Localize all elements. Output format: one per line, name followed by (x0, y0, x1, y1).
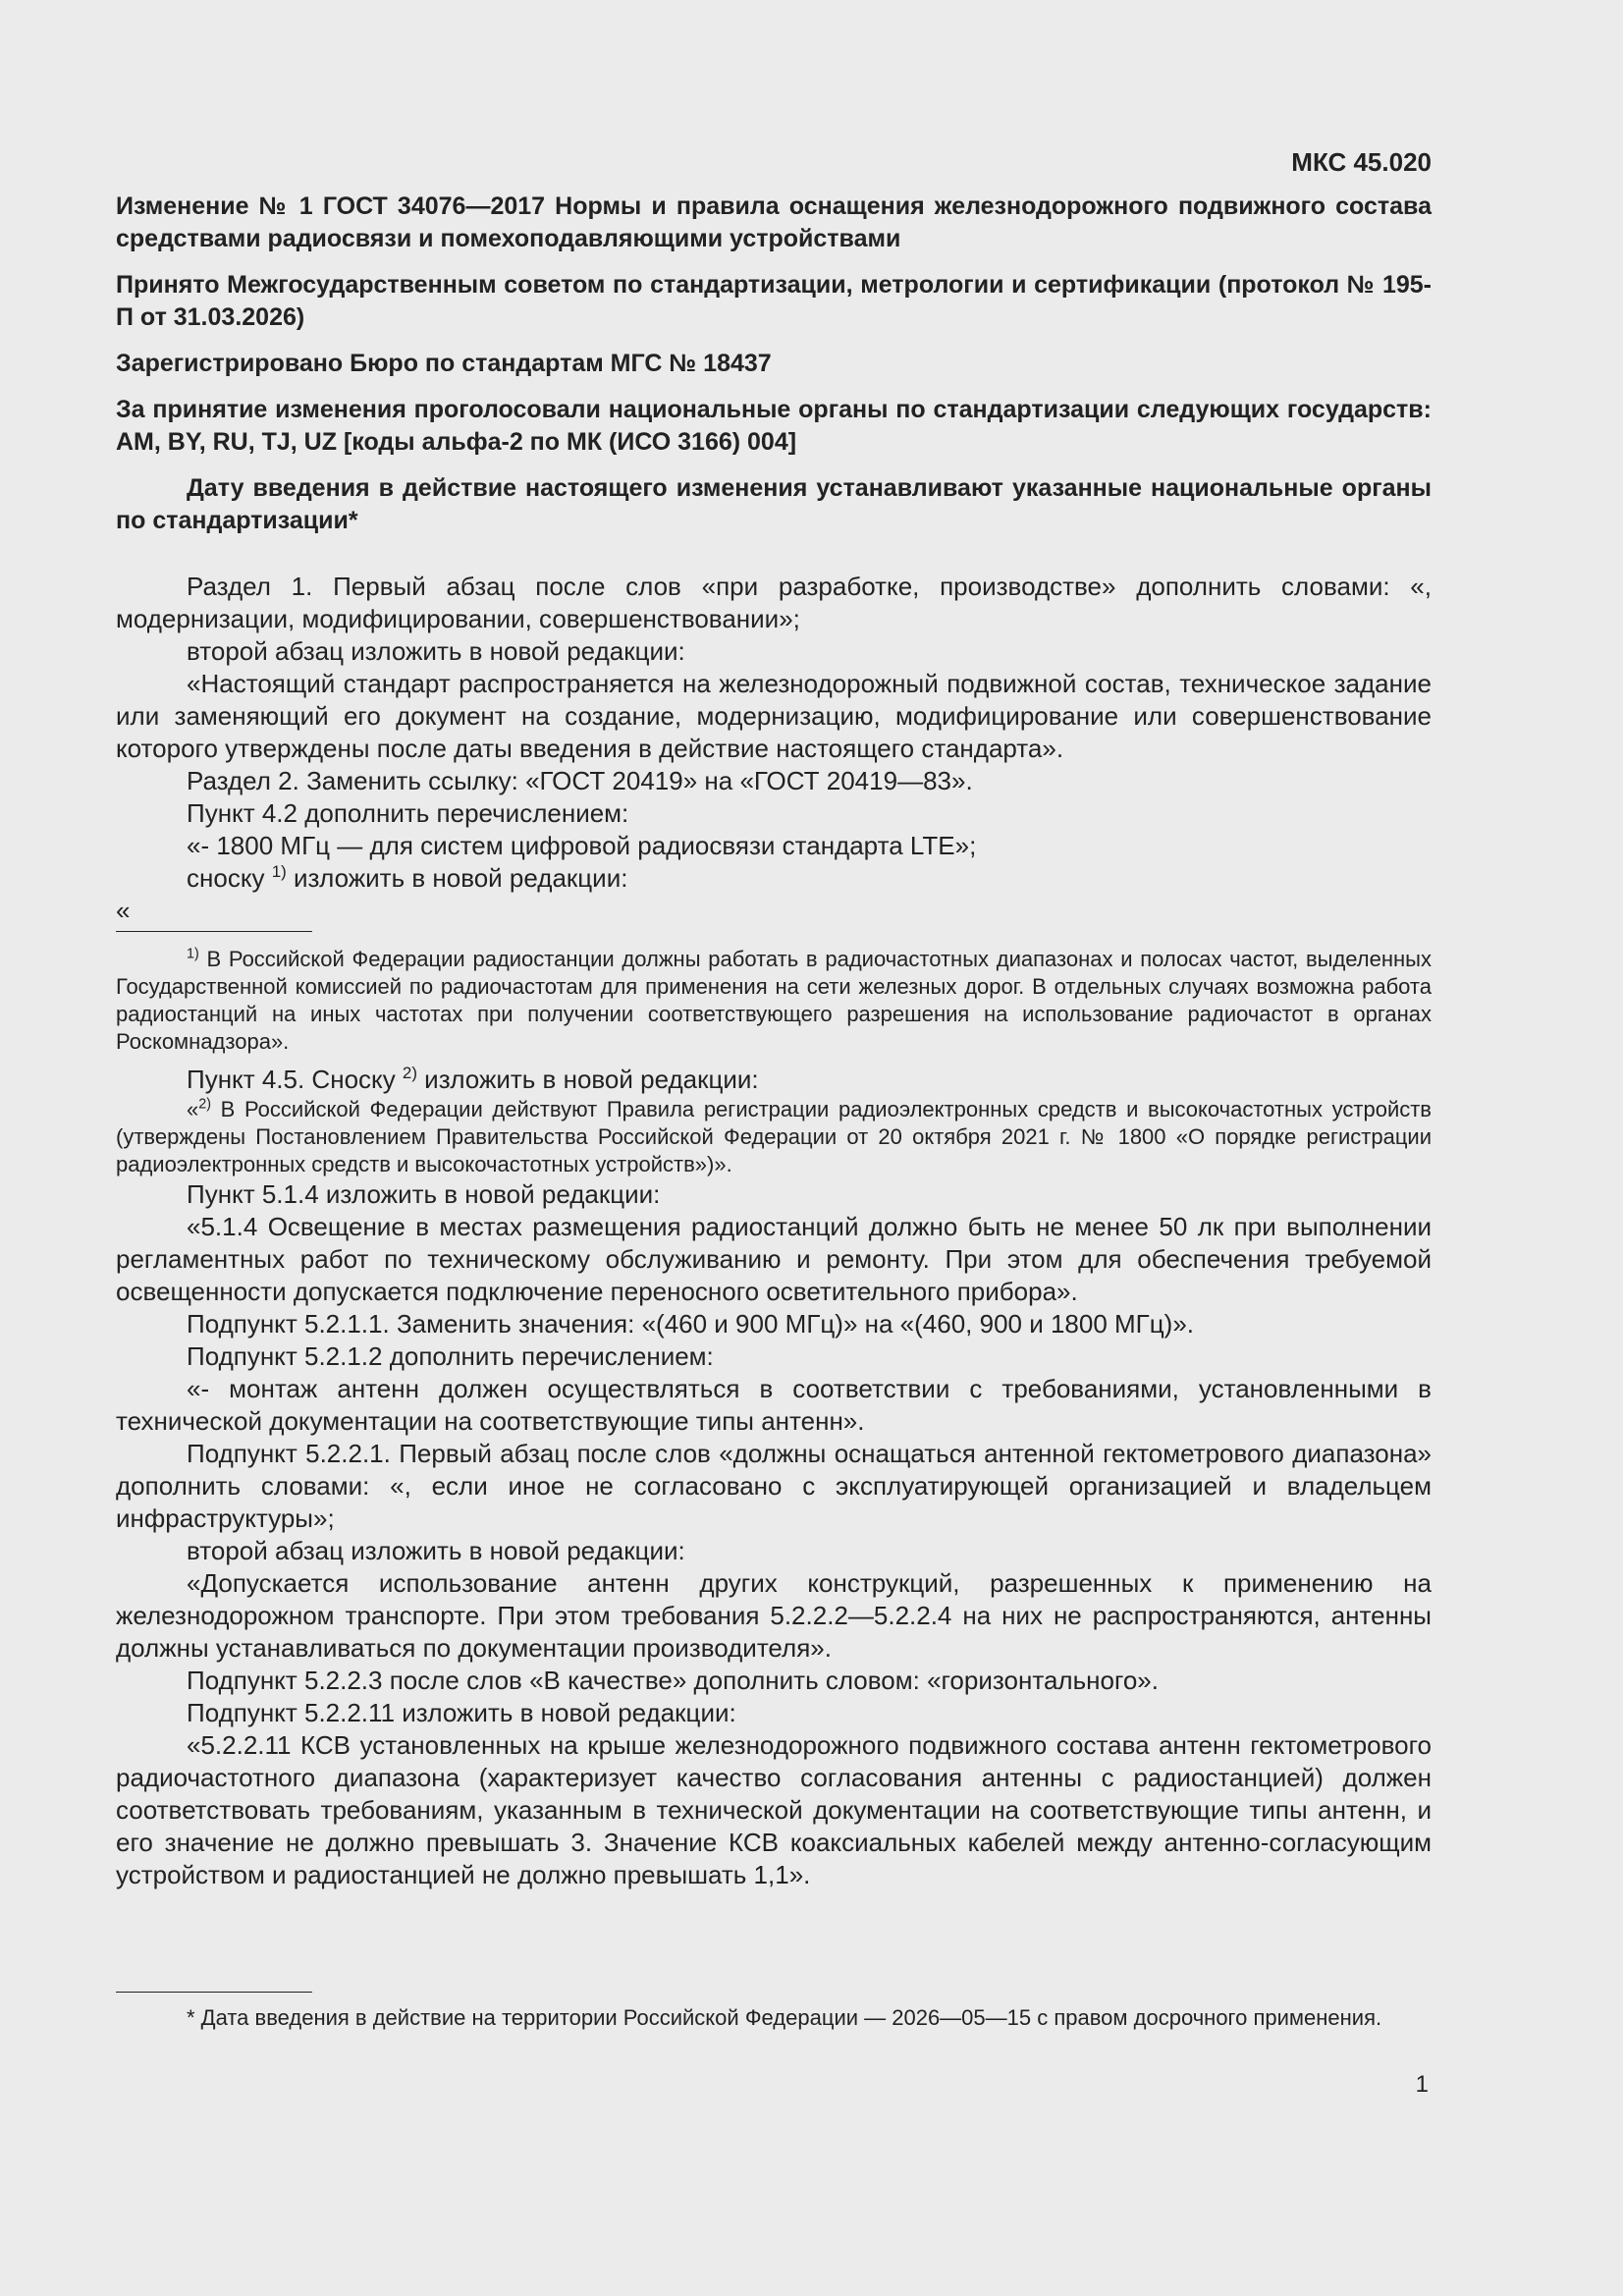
paragraph-footnote-1-ref (116, 862, 1432, 895)
document-body (116, 571, 1432, 1891)
voting-statement: За принятие изменения проголосовали национальные органы по стандартизации следующих государств: AM, BY, RU, TJ, UZ [коды альфа-2 по МК (ИСО 3166) 004] (116, 396, 1432, 456)
paragraph-second-abzac: второй абзац изложить в новой редакции: (187, 636, 685, 666)
paragraph-subitem-5-2-2-11: Подпункт 5.2.2.11 изложить в новой редакции: (187, 1698, 736, 1727)
footnote-marker: 1) (187, 946, 199, 962)
paragraph-item-4-5 (116, 1064, 1432, 1096)
paragraph-item-5-1-4: Пункт 5.1.4 изложить в новой редакции: (187, 1179, 661, 1209)
paragraph-antenna-mount-quote: «- монтаж антенн должен осуществляться в соответствии с требованиями, установленными в технической документации на соответствующие типы антенн». (116, 1374, 1432, 1436)
footnote-separator (116, 931, 312, 932)
paragraph-scope-quote: «Настоящий стандарт распространяется на железнодорожный подвижной состав, техническое задание или заменяющий его документ на создание, модернизацию, модифицирование или совершенствование которого утверждены после даты введения в действие настоящего стандарта». (116, 669, 1432, 763)
document-page (116, 145, 1432, 1891)
page-number: 1 (1415, 2071, 1429, 2098)
mks-code: МКС 45.020 (1291, 147, 1432, 177)
text-segment: сноску (187, 863, 272, 893)
paragraph-item-4-2: Пункт 4.2 дополнить перечислением: (187, 798, 629, 828)
effective-date-footnote: * Дата введения в действие на территории Российской Федерации — 2026—05—15 с правом досрочного применения. (187, 2005, 1382, 2030)
text-segment: изложить в новой редакции: (286, 863, 628, 893)
paragraph-second-abzac-2: второй абзац изложить в новой редакции: (187, 1536, 685, 1565)
paragraph-lte-quote: «- 1800 МГц — для систем цифровой радиосвязи стандарта LTE»; (187, 831, 977, 860)
text-segment: В Российской Федерации радиостанции должны работать в радиочастотных диапазонах и полосах частот, выделенных Государственной комиссией по радиочастотам для применения на сети железных дорог. В отдельных случаях возможна работа радиостанций на иных частотах при получении соответствующего разрешения на использование радиочастот в органах Роскомнадзора». (116, 947, 1432, 1054)
text-segment: « (187, 1097, 199, 1121)
footnote-marker: 1) (271, 861, 287, 881)
registration-statement: Зарегистрировано Бюро по стандартам МГС № 18437 (116, 350, 772, 377)
text-segment: В Российской Федерации действуют Правила регистрации радиоэлектронных средств и высокочастотных устройств (утверждены Постановлением Правительства Российской Федерации от 20 октября 2021 г. № 1800 «О порядке регистрации радиоэлектронных средств и высокочастотных устройств»)». (116, 1097, 1432, 1176)
paragraph-section-1: Раздел 1. Первый абзац после слов «при разработке, производстве» дополнить словами: «, модернизации, модифицировании, совершенствовании»; (116, 572, 1432, 633)
paragraph-subitem-5-2-2-1: Подпункт 5.2.2.1. Первый абзац после слов «должны оснащаться антенной гектометрового диапазона» дополнить словами: «, если иное не согласовано с эксплуатирующей организацией и владельцем инфраструктуры»; (116, 1439, 1432, 1533)
paragraph-antenna-other-quote: «Допускается использование антенн других конструкций, разрешенных к применению на железнодорожном транспорте. При этом требования 5.2.2.2—5.2.2.4 на них не распространяются, антенны должны устанавливаться по документации производителя». (116, 1568, 1432, 1663)
text-segment: изложить в новой редакции: (416, 1065, 759, 1094)
adopted-statement: Принято Межгосударственным советом по стандартизации, метрологии и сертификации (протокол № 195-П от 31.03.2026) (116, 271, 1432, 331)
footnote-marker: 2) (198, 1096, 211, 1113)
paragraph-subitem-5-2-1-2: Подпункт 5.2.1.2 дополнить перечислением: (187, 1341, 714, 1371)
effective-date-statement: Дату введения в действие настоящего изменения устанавливают указанные национальные органы по стандартизации* (116, 474, 1432, 534)
paragraph-subitem-5-2-1-1: Подпункт 5.2.1.1. Заменить значения: «(460 и 900 МГц)» на «(460, 900 и 1800 МГц)». (187, 1309, 1194, 1339)
quote-open-mark: « (116, 896, 131, 925)
paragraph-section-2: Раздел 2. Заменить ссылку: «ГОСТ 20419» на «ГОСТ 20419—83». (187, 766, 973, 795)
text-segment: Пункт 4.5. Сноску (187, 1065, 403, 1094)
paragraph-subitem-5-2-2-3: Подпункт 5.2.2.3 после слов «В качестве» дополнить словом: «горизонтального». (187, 1666, 1159, 1695)
paragraph-lighting-quote: «5.1.4 Освещение в местах размещения радиостанций должно быть не менее 50 лк при выполнении регламентных работ по техническому обслуживанию и ремонту. При этом для обеспечения требуемой освещенности допускается подключение переносного осветительного прибора». (116, 1212, 1432, 1306)
bottom-footnote-separator (116, 1992, 312, 1993)
footnote-2-text (116, 1096, 1432, 1178)
footnote-marker: 2) (402, 1063, 417, 1082)
paragraph-ksv-quote: «5.2.2.11 КСВ установленных на крыше железнодорожного подвижного состава антенн гектометрового радиочастотного диапазона (характеризует качество согласования антенны с радиостанцией) должен соответствовать требованиям, указанным в технической документации на соответствующие типы антенн, и его значение не должно превышать 3. Значение КСВ коаксиальных кабелей между антенно-согласующим устройством и радиостанцией не должно превышать 1,1». (116, 1730, 1432, 1889)
footnote-1-text (116, 946, 1432, 1056)
document-title: Изменение № 1 ГОСТ 34076—2017 Нормы и правила оснащения железнодорожного подвижного состава средствами радиосвязи и помехоподавляющими устройствами (116, 192, 1432, 252)
